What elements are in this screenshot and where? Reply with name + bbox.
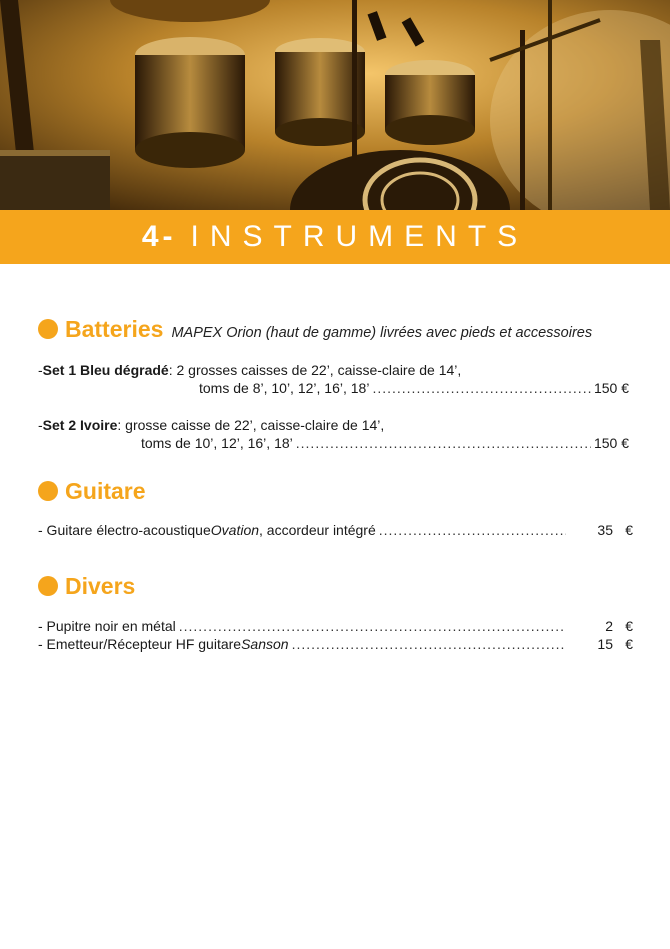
set2-price: 150 €: [593, 435, 629, 451]
set2-description-1: : grosse caisse de 22’, caisse-claire de 14’,: [117, 417, 385, 433]
set1-price: 150 €: [593, 380, 629, 396]
divers-item-price: 2: [605, 618, 613, 634]
divers-item-prefix: - Pupitre noir en métal: [38, 618, 176, 634]
set2-name: Set 2 Ivoire: [42, 417, 118, 433]
set2-description-2: toms de 10’, 12’, 16’, 18’: [141, 435, 293, 451]
divers-section: [38, 573, 633, 603]
divers-item-brand: Sanson: [241, 636, 289, 652]
divers-heading: [38, 573, 633, 603]
leader-dots: [296, 434, 591, 452]
hero-photo: [0, 0, 670, 210]
section-number: 4-: [141, 220, 177, 253]
orange-bullet-icon: [38, 319, 58, 339]
divers-item: [38, 635, 633, 653]
set1-line2: [199, 379, 629, 397]
drum-kit-illustration: [0, 0, 670, 210]
set2-line2: [141, 434, 629, 452]
divers-item-price: 15: [597, 636, 613, 652]
batteries-title: Batteries: [65, 316, 164, 342]
leader-dots: [372, 379, 591, 397]
set1-description-2: toms de 8’, 10’, 12’, 16’, 18’: [199, 380, 370, 396]
guitare-section: [38, 478, 633, 508]
batteries-section: [38, 316, 633, 346]
section-header-band: [0, 210, 670, 264]
section-title: INSTRUMENTS: [190, 220, 529, 253]
set2-prefix: -: [38, 417, 43, 433]
guitare-item-price: 35: [597, 522, 613, 538]
batteries-subtitle: MAPEX Orion (haut de gamme) livrées avec pieds et accessoires: [171, 325, 593, 341]
set1-line1: [38, 361, 633, 379]
set2-line1: [38, 416, 633, 434]
guitare-item-currency: €: [625, 522, 633, 538]
guitare-heading: [38, 478, 633, 508]
guitare-item: [38, 521, 633, 539]
divers-item: [38, 617, 633, 635]
leader-dots: [379, 521, 566, 539]
set1-name: Set 1 Bleu dégradé: [42, 362, 169, 378]
orange-bullet-icon: [38, 576, 58, 596]
set1-prefix: -: [38, 362, 43, 378]
guitare-item-brand: Ovation: [210, 522, 260, 538]
divers-title: Divers: [65, 573, 136, 599]
guitare-title: Guitare: [65, 478, 146, 504]
leader-dots: [179, 617, 566, 635]
divers-item-currency: €: [625, 636, 633, 652]
guitare-item-prefix: - Guitare électro-acoustique: [38, 522, 211, 538]
guitare-item-suffix: , accordeur intégré: [259, 522, 376, 538]
divers-item-prefix: - Emetteur/Récepteur HF guitare: [38, 636, 242, 652]
set1-description-1: : 2 grosses caisses de 22’, caisse-claire de 14’,: [168, 362, 462, 378]
batteries-heading: [38, 316, 633, 346]
leader-dots: [292, 635, 566, 653]
orange-bullet-icon: [38, 481, 58, 501]
divers-item-currency: €: [625, 618, 633, 634]
